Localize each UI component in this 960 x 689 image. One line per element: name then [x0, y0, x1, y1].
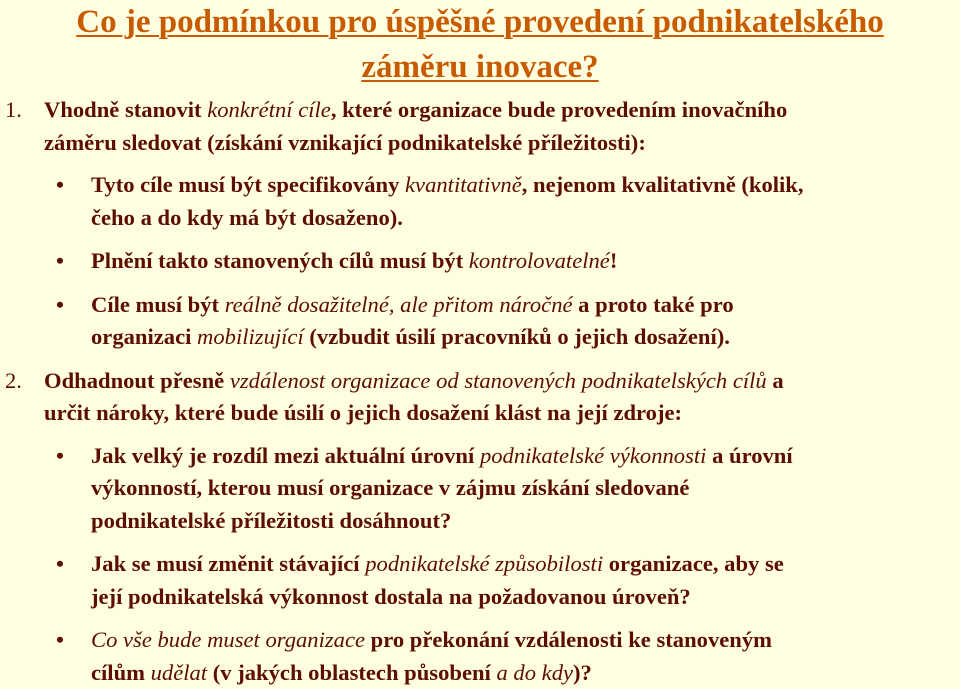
- slide-title-line-1: Co je podmínkou pro úspěšné provedení podnikatelského: [76, 4, 884, 40]
- bullet-item: • Tyto cíle musí být specifikovány kvantitativně, nejenom kvalitativně (kolik, čeho a do kdy má být dosaženo).: [0, 169, 960, 234]
- bullet-item: • Jak velký je rozdíl mezi aktuální úrovní podnikatelské výkonnosti a úrovní výkonností, kterou musí organizace v zájmu získání sledované podnikatelské příležitosti dosáhnout?: [0, 440, 960, 538]
- item-2-line-1: Odhadnout přesně vzdálenost organizace od stanovených podnikatelských cílů a: [44, 367, 784, 393]
- bullet-marker: •: [56, 248, 64, 273]
- item-number: 1.: [5, 97, 22, 122]
- bullet-item: • Cíle musí být reálně dosažitelné, ale přitom náročné a proto také pro organizaci mobilizující (vzbudit úsilí pracovníků o jejich dosažení).: [0, 289, 960, 354]
- bullet-item: • Co vše bude muset organizace pro překonání vzdálenosti ke stanoveným cílům udělat (v jakých oblastech působení a do kdy)?: [0, 624, 960, 689]
- item-1-line-1: Vhodně stanovit konkrétní cíle, které organizace bude provedením inovačního: [44, 97, 788, 122]
- bullet-marker: •: [56, 551, 64, 576]
- numbered-item-1: [0, 94, 960, 159]
- bullet-item: • Plnění takto stanovených cílů musí být kontrolovatelné!: [0, 245, 960, 278]
- item-number: 2.: [5, 367, 22, 393]
- item-1-line-2: záměru sledovat (získání vznikající podnikatelské příležitosti):: [44, 129, 646, 155]
- numbered-item-2: [0, 365, 960, 430]
- bullet-marker: •: [56, 291, 64, 317]
- slide-title: [20, 0, 940, 90]
- slide-title-line-2: záměru inovace?: [361, 49, 599, 85]
- slide-content: [0, 94, 960, 689]
- bullet-marker: •: [56, 627, 64, 652]
- item-2-line-2: určit nároky, které bude úsilí o jejich dosažení klást na její zdroje:: [44, 400, 683, 425]
- bullet-marker: •: [56, 442, 64, 468]
- bullet-item: • Jak se musí změnit stávající podnikatelské způsobilosti organizace, aby se její podnikatelská výkonnost dostala na požadovanou úroveň?: [0, 548, 960, 613]
- bullet-marker: •: [56, 172, 64, 197]
